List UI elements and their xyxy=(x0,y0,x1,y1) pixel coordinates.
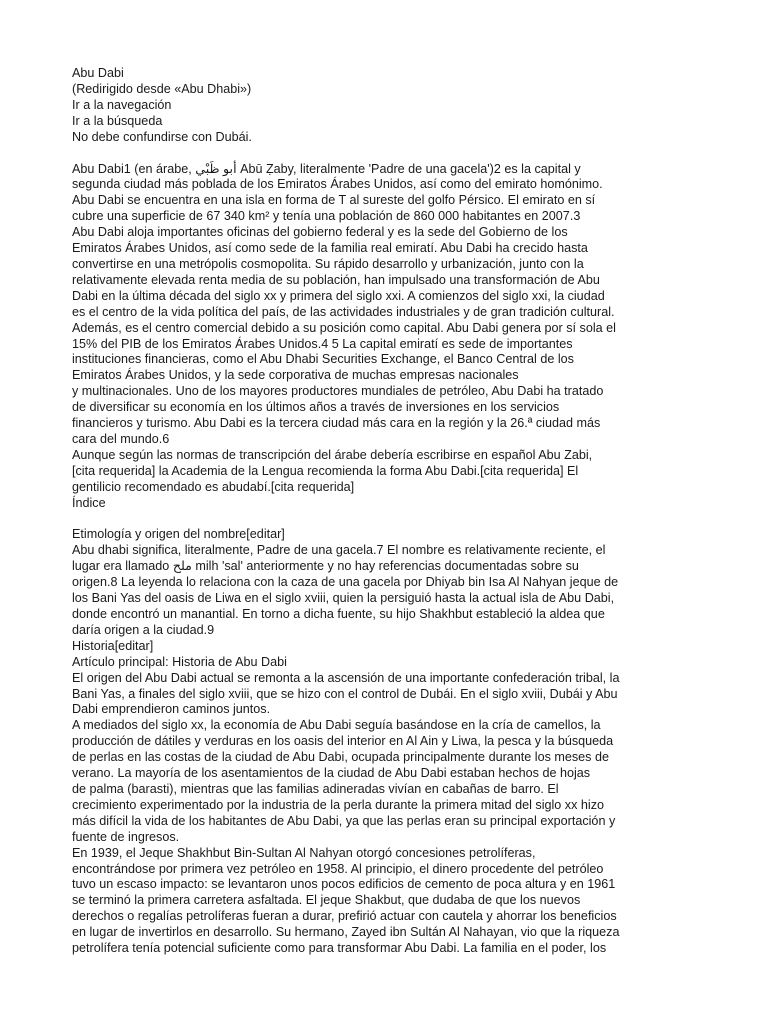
intro-section xyxy=(72,162,704,512)
text-line: El origen del Abu Dabi actual se remonta a la ascensión de una importante confederación tribal, la xyxy=(72,670,620,685)
text-line: Emiratos Árabes Unidos, así como sede de la familia real emiratí. Abu Dabi ha crecido hasta xyxy=(72,241,588,256)
text-line: financieros y turismo. Abu Dabi es la tercera ciudad más cara en la región y la 26.ª ciudad más xyxy=(72,416,601,431)
text-line: Abu Dabi1 (en árabe, أبو ظَبْي Abū Ẓaby, literalmente 'Padre de una gacela')2 es la capital y xyxy=(72,161,581,176)
section-gap xyxy=(72,511,704,527)
text-line: Abu Dabi aloja importantes oficinas del gobierno federal y es la sede del Gobierno de los xyxy=(72,225,568,240)
text-line: fuente de ingresos. xyxy=(72,829,180,844)
text-line: lugar era llamado ملح milh 'sal' anteriormente y no hay referencias documentadas sobre su xyxy=(72,559,579,574)
redirect-note: (Redirigido desde «Abu Dhabi») xyxy=(72,81,252,96)
text-line: crecimiento experimentado por la industria de la perla durante la primera mitad del siglo xx hizo xyxy=(72,797,605,812)
goto-search-link[interactable]: Ir a la búsqueda xyxy=(72,113,163,128)
text-line: instituciones financieras, como el Abu Dhabi Securities Exchange, el Banco Central de los xyxy=(72,352,574,367)
text-line: [cita requerida] la Academia de la Lengua recomienda la forma Abu Dabi.[cita requerida] El xyxy=(72,463,579,478)
text-line: donde encontró un manantial. En torno a dicha fuente, su hijo Shakhbut estableció la aldea que xyxy=(72,607,605,621)
text-line: Además, es el centro comercial debido a su posición como capital. Abu Dabi genera por sí sola el xyxy=(72,320,616,335)
text-line: Etimología y origen del nombre[editar] xyxy=(72,527,285,542)
text-line: daría origen a la ciudad.9 xyxy=(72,622,215,637)
goto-navigation-link[interactable]: Ir a la navegación xyxy=(72,97,172,112)
nav-block xyxy=(72,98,704,146)
text-line: tuvo un escaso impacto: se levantaron unos pocos edificios de cemento de poca altura y en 1961 xyxy=(72,877,616,892)
text-line: es el centro de la vida política del país, de las actividades industriales y de gran tradición cultural. xyxy=(72,304,615,319)
text-line: Abu dhabi significa, literalmente, Padre de una gacela.7 El nombre es relativamente reciente, el xyxy=(72,543,606,558)
text-line: En 1939, el Jeque Shakhbut Bin-Sultan Al Nahyan otorgó concesiones petrolíferas, xyxy=(72,845,536,860)
text-line: segunda ciudad más poblada de los Emiratos Árabes Unidos, así como del emirato homónimo. xyxy=(72,177,603,192)
text-line: petrolífera tenía potencial suficiente como para transformar Abu Dabi. La familia en el poder, los xyxy=(72,941,607,956)
text-line: Historia[editar] xyxy=(72,638,154,653)
text-line: más difícil la vida de los habitantes de Abu Dabi, ya que las perlas eran su principal exportación y xyxy=(72,813,616,828)
text-line: Dabi emprendieron caminos juntos. xyxy=(72,702,271,717)
title-block xyxy=(72,66,704,98)
text-line: Dabi en la última década del siglo xx y primera del siglo xxi. A comienzos del siglo xxi, la ciudad xyxy=(72,288,605,303)
text-line: se terminó la primera carretera asfaltada. El jeque Shakbut, que dudaba de que los nuevos xyxy=(72,893,581,908)
page-title: Abu Dabi xyxy=(72,66,124,80)
text-line: origen.8 La leyenda lo relaciona con la caza de una gacela por Dhiyab bin Isa Al Nahyan jeque de xyxy=(72,575,619,590)
text-line: de palma (barasti), mientras que las familias adineradas vivían en cabañas de barro. El xyxy=(72,781,559,796)
document-page xyxy=(72,66,704,957)
text-line: Índice xyxy=(72,495,106,510)
text-line: Aunque según las normas de transcripción del árabe debería escribirse en español Abu Zabi, xyxy=(72,447,593,462)
text-line: verano. La mayoría de los asentamientos de la ciudad de Abu Dabi estaban hechos de hojas xyxy=(72,766,591,781)
text-line: y multinacionales. Uno de los mayores productores mundiales de petróleo, Abu Dabi ha tratado xyxy=(72,384,604,399)
text-line: de perlas en las costas de la ciudad de Abu Dabi, ocupada principalmente durante los meses de xyxy=(72,750,609,765)
text-line: producción de dátiles y verduras en los oasis del interior en Al Ain y Liwa, la pesca y la búsqueda xyxy=(72,734,614,749)
text-line: Abu Dabi se encuentra en una isla en forma de T al sureste del golfo Pérsico. El emirato en sí xyxy=(72,193,596,208)
text-line: convertirse en una metrópolis cosmopolita. Su rápido desarrollo y urbanización, junto con la xyxy=(72,256,584,271)
text-line: encontrándose por primera vez petróleo en 1958. Al principio, el dinero procedente del petróleo xyxy=(72,861,604,876)
text-line: Bani Yas, a finales del siglo xviii, que se hizo con el control de Dubái. En el siglo xviii, Dubái y Abu xyxy=(72,686,618,701)
text-line: cara del mundo.6 xyxy=(72,431,170,446)
text-line: Artículo principal: Historia de Abu Dabi xyxy=(72,654,287,669)
text-line: derechos o regalías petrolíferas fueran a durar, prefirió actuar con cautela y ahorrar los beneficios xyxy=(72,909,617,924)
disambiguation-note: No debe confundirse con Dubái. xyxy=(72,129,252,144)
text-line: relativamente elevada renta media de su población, han impulsado una transformación de Abu xyxy=(72,272,600,287)
text-line: cubre una superficie de 67 340 km² y tenía una población de 860 000 habitantes en 2007.3 xyxy=(72,209,581,224)
text-line: gentilicio recomendado es abudabí.[cita requerida] xyxy=(72,479,355,494)
text-line: en lugar de invertirlos en desarrollo. Su hermano, Zayed ibn Sultán Al Nahayan, vio que la riqueza xyxy=(72,925,620,940)
text-line: de diversificar su economía en los últimos años a través de inversiones en los servicios xyxy=(72,400,560,415)
text-line: 15% del PIB de los Emiratos Árabes Unidos.4 5 La capital emiratí es sede de importantes xyxy=(72,336,573,351)
etymology-history-section xyxy=(72,527,704,956)
text-line: Emiratos Árabes Unidos, y la sede corporativa de muchas empresas nacionales xyxy=(72,368,519,383)
spacer xyxy=(72,146,704,162)
text-line: A mediados del siglo xx, la economía de Abu Dabi seguía basándose en la cría de camellos, la xyxy=(72,718,601,733)
text-line: los Bani Yas del oasis de Liwa en el siglo xviii, quien la persiguió hasta la actual isla de Abu Dabi, xyxy=(72,591,615,606)
